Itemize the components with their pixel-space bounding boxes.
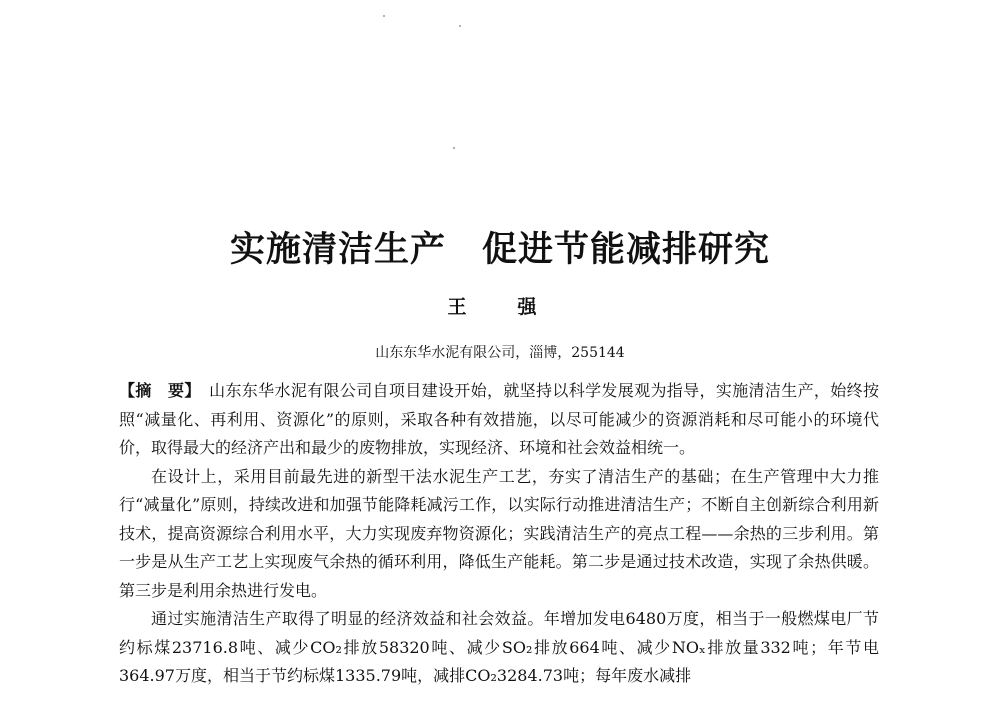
abstract-paragraph (119, 377, 879, 463)
document-affiliation: 山东东华水泥有限公司，淄博，255144 (375, 345, 625, 361)
scan-speck (459, 25, 461, 27)
abstract-label: 【摘 要】 (119, 381, 193, 400)
abstract-text: 山东东华水泥有限公司自项目建设开始，就坚持以科学发展观为指导，实施清洁生产，始终按照“减量化、再利用、资源化”的原则，采取各种有效措施，以尽可能减少的资源消耗和尽可能小的环境代价，取得最大的经济产出和最少的废物排放，实现经济、环境和社会效益相统一。 (119, 381, 879, 457)
document-author: 王 强 (447, 296, 553, 318)
document-title: 实施清洁生产 促进节能减排研究 (229, 229, 770, 270)
document-body (119, 377, 879, 691)
body-paragraph: 通过实施清洁生产取得了明显的经济效益和社会效益。年增加发电6480万度，相当于一般燃煤电厂节约标煤23716.8吨、减少CO₂排放58320吨、减少SO₂排放664吨、减少NOₓ排放量332吨；年节电364.97万度，相当于节约标煤1335.79吨，减排CO₂3284.73吨；每年废水减排 (119, 609, 879, 685)
scan-speck (453, 147, 455, 149)
body-paragraph: 在设计上，采用目前最先进的新型干法水泥生产工艺，夯实了清洁生产的基础；在生产管理中大力推行“减量化”原则，持续改进和加强节能降耗减污工作，以实际行动推进清洁生产；不断自主创新综合利用新技术，提高资源综合利用水平，大力实现废弃物资源化；实践清洁生产的亮点工程——余热的三步利用。第一步是从生产工艺上实现废气余热的循环利用，降低生产能耗。第二步是通过技术改造，实现了余热供暖。第三步是利用余热进行发电。 (119, 466, 879, 600)
scan-speck (383, 15, 385, 17)
